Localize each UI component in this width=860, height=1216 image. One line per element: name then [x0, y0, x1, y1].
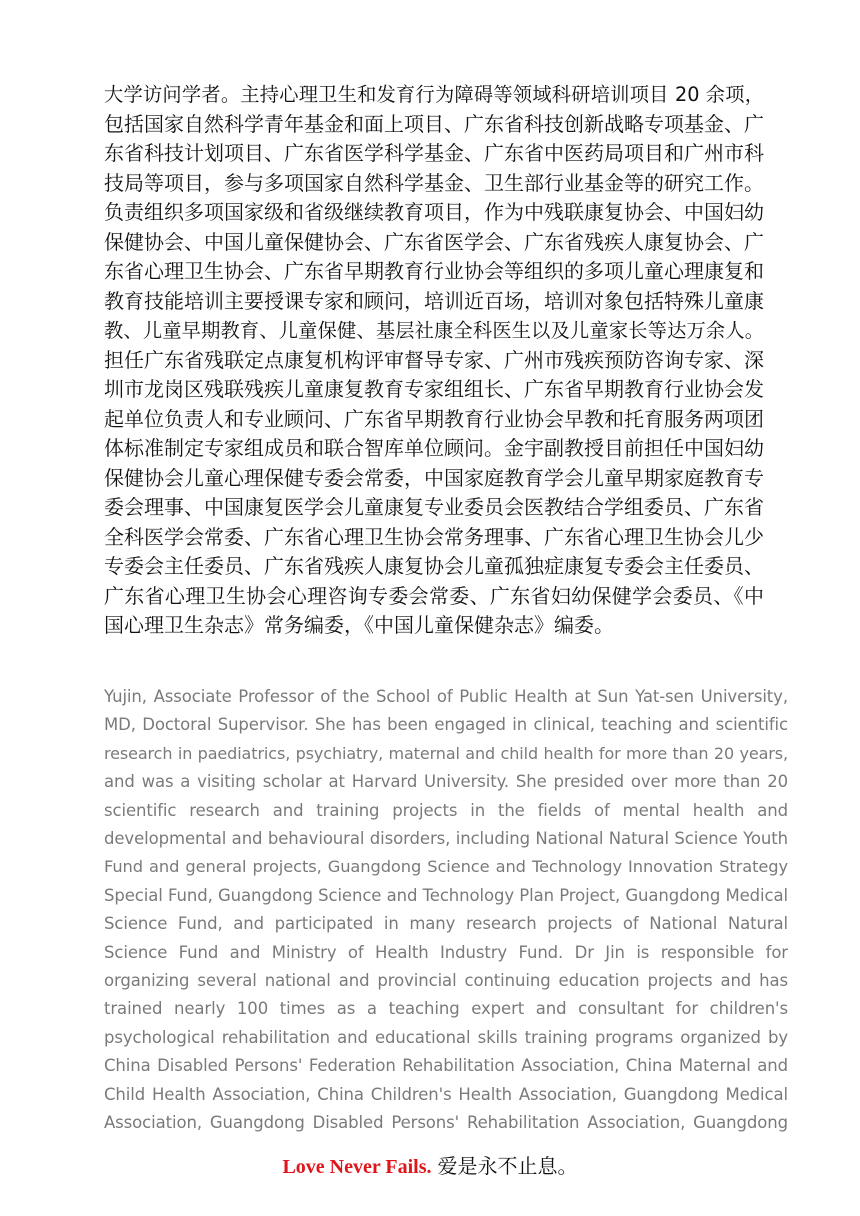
english-line-14: China Disabled Persons' Federation Rehabilitation Association, China Maternal and	[104, 1056, 788, 1076]
chinese-line-7: 东省心理卫生协会、广东省早期教育行业协会等组织的多项儿童心理康复和	[104, 259, 764, 283]
chinese-line-15: 委会理事、中国康复医学会儿童康复专业委员会医教结合学组委员、广东省	[104, 495, 764, 519]
chinese-line-18: 广东省心理卫生协会心理咨询专委会常委、广东省妇幼保健学会委员、《中	[104, 583, 764, 608]
english-line-12: trained nearly 100 times as a teaching expert and consultant for children's	[104, 999, 788, 1019]
english-line-9: Science Fund, and participated in many research projects of National Natural	[104, 914, 788, 934]
english-line-8: Special Fund, Guangdong Science and Technology Plan Project, Guangdong Medical	[104, 885, 788, 905]
chinese-line-9: 教、儿童早期教育、儿童保健、基层社康全科医生以及儿童家长等达万余人。	[104, 319, 764, 342]
english-line-5: scientific research and training projects in the fields of mental health and	[104, 800, 788, 820]
chinese-line-14: 保健协会儿童心理保健专委会常委，中国家庭教育学会儿童早期家庭教育专	[104, 465, 764, 490]
chinese-line-8: 教育技能培训主要授课专家和顾问，培训近百场，培训对象包括特殊儿童康	[104, 288, 764, 313]
chinese-line-10: 担任广东省残联定点康复机构评审督导专家、广州市残疾预防咨询专家、深	[104, 347, 764, 372]
chinese-line-2: 包括国家自然科学青年基金和面上项目、广东省科技创新战略专项基金、广	[104, 111, 764, 136]
english-line-3: research in paediatrics, psychiatry, maternal and child health for more than 20 years,	[104, 743, 788, 763]
english-line-4: and was a visiting scholar at Harvard University. She presided over more than 20	[104, 772, 788, 792]
chinese-line-12: 起单位负责人和专业顾问、广东省早期教育行业协会早教和托育服务两项团	[104, 406, 764, 431]
english-line-15: Child Health Association, China Children's Health Association, Guangdong Medical	[104, 1084, 788, 1104]
english-line-16: Association, Guangdong Disabled Persons' Rehabilitation Association, Guangdong	[104, 1113, 788, 1133]
english-line-7: Fund and general projects, Guangdong Science and Technology Innovation Strategy	[104, 857, 788, 877]
english-biography-paragraph	[104, 683, 788, 1138]
page-footer	[0, 1150, 860, 1179]
english-line-13: psychological rehabilitation and educational skills training programs organized by	[104, 1027, 788, 1047]
chinese-line-16: 全科医学会常委、广东省心理卫生协会常务理事、广东省心理卫生协会儿少	[104, 524, 764, 549]
chinese-line-19: 国心理卫生杂志》常务编委，《中国儿童保健杂志》编委。	[104, 613, 614, 637]
english-line-1: Yujin, Associate Professor of the School of Public Health at Sun Yat-sen University,	[104, 687, 788, 706]
english-line-11: organizing several national and provincial continuing education projects and has	[104, 971, 788, 991]
english-line-2: MD, Doctoral Supervisor. She has been engaged in clinical, teaching and scientific	[104, 715, 788, 735]
chinese-line-17: 专委会主任委员、广东省残疾人康复协会儿童孤独症康复专委会主任委员、	[104, 554, 764, 578]
chinese-line-13: 体标准制定专家组成员和联合智库单位顾问。金宇副教授目前担任中国妇幼	[104, 436, 764, 460]
english-line-10: Science Fund and Ministry of Health Industry Fund. Dr Jin is responsible for	[104, 942, 788, 962]
footer-slogan-chinese: 爱是永不止息。	[437, 1154, 578, 1178]
chinese-line-3: 东省科技计划项目、广东省医学科学基金、广东省中医药局项目和广州市科	[104, 141, 764, 165]
chinese-line-1: 大学访问学者。主持心理卫生和发育行为障碍等领域科研培训项目 20 余项，	[104, 83, 764, 106]
chinese-line-5: 负责组织多项国家级和省级继续教育项目，作为中残联康复协会、中国妇幼	[104, 200, 764, 224]
footer-slogan-english: Love Never Fails.	[282, 1156, 432, 1178]
chinese-line-4: 技局等项目，参与多项国家自然科学基金、卫生部行业基金等的研究工作。	[104, 170, 764, 195]
english-line-6: developmental and behavioural disorders, including National Natural Science Youth	[104, 829, 788, 849]
chinese-line-6: 保健协会、中国儿童保健协会、广东省医学会、广东省残疾人康复协会、广	[104, 229, 764, 254]
chinese-biography-paragraph	[104, 80, 764, 641]
chinese-line-11: 圳市龙岗区残联残疾儿童康复教育专家组组长、广东省早期教育行业协会发	[104, 377, 764, 401]
